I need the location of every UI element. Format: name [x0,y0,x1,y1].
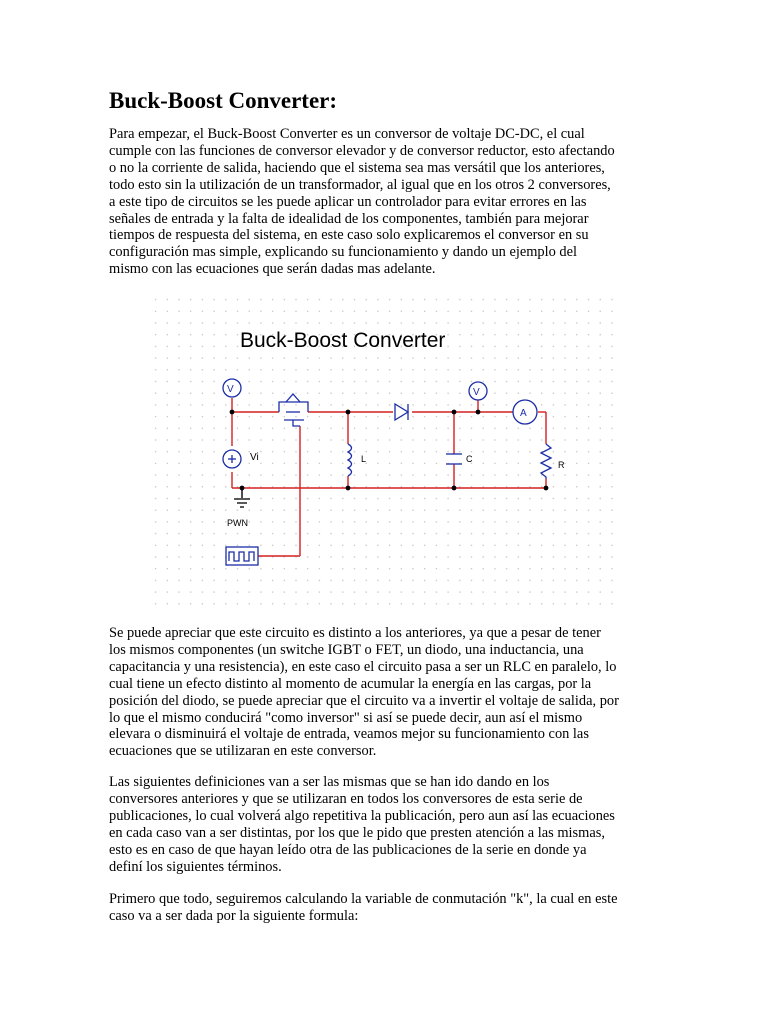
pwm-label: PWN [227,518,248,528]
text-line: Las siguientes definiciones van a ser las mismas que se han ido dando en los [109,774,550,790]
junction-node [452,486,457,491]
text-line: capacitancia y una resistencia), en este caso el circuito pasa a ser un RLC en paralelo, lo [109,658,617,675]
text-line: caso va a ser dada por la siguiente formula: [109,907,359,924]
paragraph-variable-k [109,891,669,925]
inductor-label: L [361,454,367,464]
text-line: conversores anteriores y que se utilizaran en todos los conversores de esta serie de [109,790,583,807]
paragraph-explanation [109,625,669,760]
text-line: tiempos de respuesta del sistema, en este caso solo explicaremos el conversor en su [109,227,589,244]
text-line: lo que el mismo conducirá "como inversor" si así se puede decir, aun así el mismo [109,709,583,726]
text-line: ecuaciones que se utilizaran en este conversor. [109,743,377,760]
junction-node [452,410,457,415]
text-line: definí los siguientes términos. [109,858,282,875]
text-line: todo esto sin la utilización de un transformador, al igual que en los otros 2 conversores, [109,176,611,193]
junction-node [240,486,245,491]
text-line: a este tipo de circuitos se les puede aplicar un controlador para evitar errores en las [109,193,587,210]
text-line: cual tiene un efecto distinto al momento de acumular la energía en las cargas, por la [109,675,592,692]
junction-node [346,410,351,415]
text-line: publicaciones, lo cual volverá algo repetitiva la publicación, pero aun así las ecuaciones [109,807,615,824]
text-line: cumple con las funciones de conversor elevador y de conversor reductor, esto afectando [109,142,615,159]
text-line: o no la corriente de salida, haciendo que el sistema sea mas versátil que los anteriores, [109,159,605,176]
junction-node [476,410,481,415]
text-line: Se puede apreciar que este circuito es distinto a los anteriores, ya que a pesar de tener [109,625,601,641]
text-line: Para empezar, el Buck-Boost Converter es un conversor de voltaje DC-DC, el cual [109,126,585,142]
text-line: posición del diodo, se puede apreciar que el circuito va a invertir el voltaje de salida, por [109,692,619,709]
ammeter-label: A [520,408,527,419]
figure-title: Buck-Boost Converter [240,329,446,352]
text-line: configuración mas simple, explicando su funcionamiento y dando un ejemplo del [109,244,577,261]
paragraph-definitions [109,774,669,875]
junction-node [544,486,549,491]
junction-node [230,410,235,415]
text-line: elevara o disminuirá el voltaje de entrada, veamos mejor su funcionamiento con las [109,726,589,743]
resistor-label: R [558,460,565,470]
text-line: mismo con las ecuaciones que serán dadas mas adelante. [109,261,436,278]
pwm-generator-icon [226,547,258,565]
page-title: Buck-Boost Converter: [109,88,338,113]
text-line: señales de entrada y la falta de idealidad de los componentes, también para mejorar [109,210,589,227]
capacitor-label: C [466,454,473,464]
circuit-figure [150,294,620,606]
paragraph-intro [109,126,669,278]
source-label: Vi [250,452,259,463]
text-line: en cada caso van a ser distintas, por los que le pido que presten atención a las mismas, [109,824,605,841]
input-voltmeter-label: V [227,384,234,395]
output-voltmeter-label: V [473,387,480,398]
buck-boost-schematic [150,294,620,606]
text-line: los mismos componentes (un switche IGBT o FET, un diodo, una inductancia, una [109,641,584,658]
text-line: esto es en caso de que hayan leído otra de las publicaciones de la serie en donde ya [109,841,587,858]
junction-node [346,486,351,491]
text-line: Primero que todo, seguiremos calculando la variable de conmutación "k", la cual en este [109,891,618,907]
